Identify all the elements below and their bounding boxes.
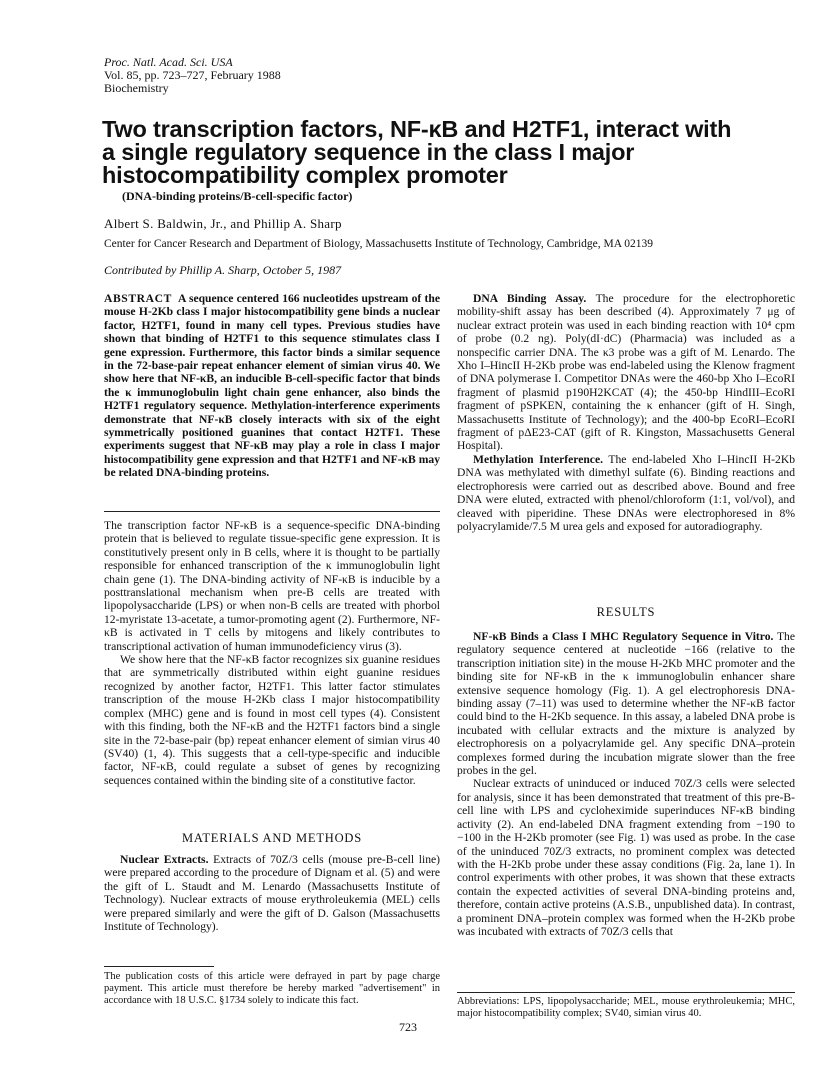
publication-footnote: The publication costs of this article were defrayed in part by page charge payment. This article must therefore be hereby marked "advertisement" in accordance with 18 U.S.C. §1734 solely to indicate this fact. [104,971,440,1006]
abstract-divider [104,511,440,512]
abstract-text: A sequence centered 166 nucleotides upstream of the mouse H-2Kb class I major histocompatibility gene binds a nuclear factor, H2TF1, found in many cell types. Previous studies have shown that binding of H2TF1 to this sequence stimulates class I gene expression. Furthermore, this factor binds a similar sequence in the 72-base-pair repeat enhancer element of simian virus 40. We show here that NF-κB, an inducible B-cell-specific factor that binds the κ immunoglobulin light chain gene enhancer, also binds the H2TF1 regulatory sequence. Methylation-interference experiments demonstrate that NF-κB closely interacts with six of the eight symmetrically positioned guanines that contact H2TF1. These experiments suggest that NF-κB may play a role in class I major histocompatibility gene expression and that H2TF1 and NF-κB may be related DNA-binding proteins. [104,292,440,480]
results-heading: RESULTS [596,605,656,619]
journal-name: Proc. Natl. Acad. Sci. USA [104,55,233,69]
results-subheading: NF-κB Binds a Class I MHC Regulatory Sequence in Vitro. [473,630,774,643]
results-paragraph: Nuclear extracts of uninduced or induced 70Z/3 cells were selected for analysis, since it has been demonstrated that treatment of this pre-B-cell line with LPS and cycloheximide superinduces NF-κB binding activity (2). An end-labeled DNA fragment extending from −190 to −100 in the H-2Kb promoter (see Fig. 1) was used as probe. In the case of the uninduced 70Z/3 extracts, no prominent complex was detected with the H-2Kb probe under these assay conditions (Fig. 2a, lane 1). In control experiments with other probes, it was shown that these extracts contain the expected activities of several DNA-binding proteins and, therefore, contain active proteins (A.S.B., unpublished data). In contrast, a prominent DNA–protein complex was formed when the H-2Kb probe was incubated with extracts of 70Z/3 cells that [457,777,795,938]
nuclear-extracts-heading: Nuclear Extracts. [120,853,209,866]
journal-header [104,56,281,95]
journal-volume: Vol. 85, pp. 723–727, February 1988 [104,68,281,82]
article-title: Two transcription factors, NF-κB and H2TF1, interact with a single regulatory sequence in the class I major histocompatibility complex promoter [102,116,732,188]
introduction [104,519,440,787]
affiliation: Center for Cancer Research and Department of Biology, Massachusetts Institute of Technology, Cambridge, MA 02139 [104,238,654,250]
results-paragraph: The regulatory sequence centered at nucleotide −166 (relative to the transcription initiation site) in the mouse H-2Kb MHC promoter and the binding site for NF-κB in the κ immunoglobulin enhancer share extensive sequence homology (Fig. 1). A gel electrophoresis DNA-binding assay (7–11) was used to determine whether the NF-κB factor could bind to the H-2Kb sequence. In this assay, a labeled DNA probe is incubated with cellular extracts and the mixture is analyzed by electrophoresis on a polyacrylamide gel. Any specific DNA–protein complexes formed during the incubation migrate slower than the free probes in the gel. [457,630,795,778]
intro-paragraph: We show here that the NF-κB factor recognizes six guanine residues that are symmetrically distributed within eight guanine residues recognized by another factor, H2TF1. This latter factor stimulates transcription of the mouse H-2Kb class I major histocompatibility complex (MHC) gene and is found in most cell types (4). Consistent with this finding, both the NF-κB and the H2TF1 factors bind a single site in the 72-base-pair (bp) repeat enhancer element of simian virus 40 (SV40) (1, 4). This suggests that a cell-type-specific and inducible factor, NF-κB, could regulate a subset of genes by recognizing sequences contained within the binding site of a constitutive factor. [104,653,440,787]
footnote-divider [104,966,214,967]
journal-section: Biochemistry [104,81,169,95]
dna-binding-section [457,292,795,533]
contributed-line: Contributed by Phillip A. Sharp, October 5, 1987 [104,263,342,277]
dna-binding-heading: DNA Binding Assay. [473,292,587,305]
abstract [104,292,440,480]
methods-heading: MATERIALS AND METHODS [181,831,362,845]
page-number: 723 [399,1020,417,1034]
dna-binding-text: The procedure for the electrophoretic mobility-shift assay has been described (4). Approximately 7 μg of nuclear extract protein was used in each binding reaction with 10⁴ cpm of probe (0.2 ng). Poly(dI·dC) (Pharmacia) was included as a nonspecific carrier DNA. The κ3 probe was a gift of M. Lenardo. The Xho I–HincII H-2Kb probe was end-labeled using the Klenow fragment of DNA polymerase I. Competitor DNAs were the 460-bp Xho I–EcoRI fragment of plasmid p190H2KCAT (4); the 450-bp HindIII–EcoRI fragment of pSPKEN, containing the κ enhancer (gift of H. Singh, Massachusetts Institute of Technology); and the 400-bp EcoRI–EcoRI fragment of pΔE23-CAT (gift of R. Kingston, Massachusetts General Hospital). [457,292,795,453]
abbreviations-divider [457,992,795,993]
methylation-heading: Methylation Interference. [473,452,603,466]
authors: Albert S. Baldwin, Jr., and Phillip A. Sharp [104,216,342,231]
nuclear-extracts-section [104,853,440,933]
abbreviations-footnote: Abbreviations: LPS, lipopolysaccharide; MEL, mouse erythroleukemia; MHC, major histocompatibility complex; SV40, simian virus 40. [457,996,795,1019]
keywords: (DNA-binding proteins/B-cell-specific factor) [122,189,353,203]
intro-paragraph: The transcription factor NF-κB is a sequence-specific DNA-binding protein that is believed to regulate tissue-specific gene expression. It is constitutively present only in B cells, where it is thought to be partially responsible for enhanced transcription of the κ immunoglobulin light chain gene (1). The DNA-binding activity of NF-κB is inducible by a posttranslational mechanism when pre-B cells are treated with lipopolysaccharide (LPS) or when non-B cells are treated with phorbol 12-myristate 13-acetate, a tumor-promoting agent (2). Furthermore, NF-κB is activated in T cells by mitogens and likely contributes to transcriptional activation of human immunodeficiency virus (3). [104,519,440,653]
abstract-label: ABSTRACT [104,292,172,305]
results-section [457,630,795,938]
nuclear-extracts-text: Extracts of 70Z/3 cells (mouse pre-B-cell line) were prepared according to the procedure of Dignam et al. (5) and were the gift of L. Staudt and M. Lenardo (Massachusetts Institute of Technology). Nuclear extracts of mouse erythroleukemia (MEL) cells were prepared similarly and were the gift of D. Galson (Massachusetts Institute of Technology). [104,853,441,934]
methylation-text: The end-labeled Xho I–HincII H-2Kb DNA was methylated with dimethyl sulfate (6). Binding reactions and electrophoresis were carried out as described above. Bound and free DNA were eluted, extracted with phenol/chloroform (1:1, vol/vol), and cleaved with piperidine. These DNAs were electrophoresed in 8% polyacrylamide/7.5 M urea gels and exposed for autoradiography. [457,452,795,533]
